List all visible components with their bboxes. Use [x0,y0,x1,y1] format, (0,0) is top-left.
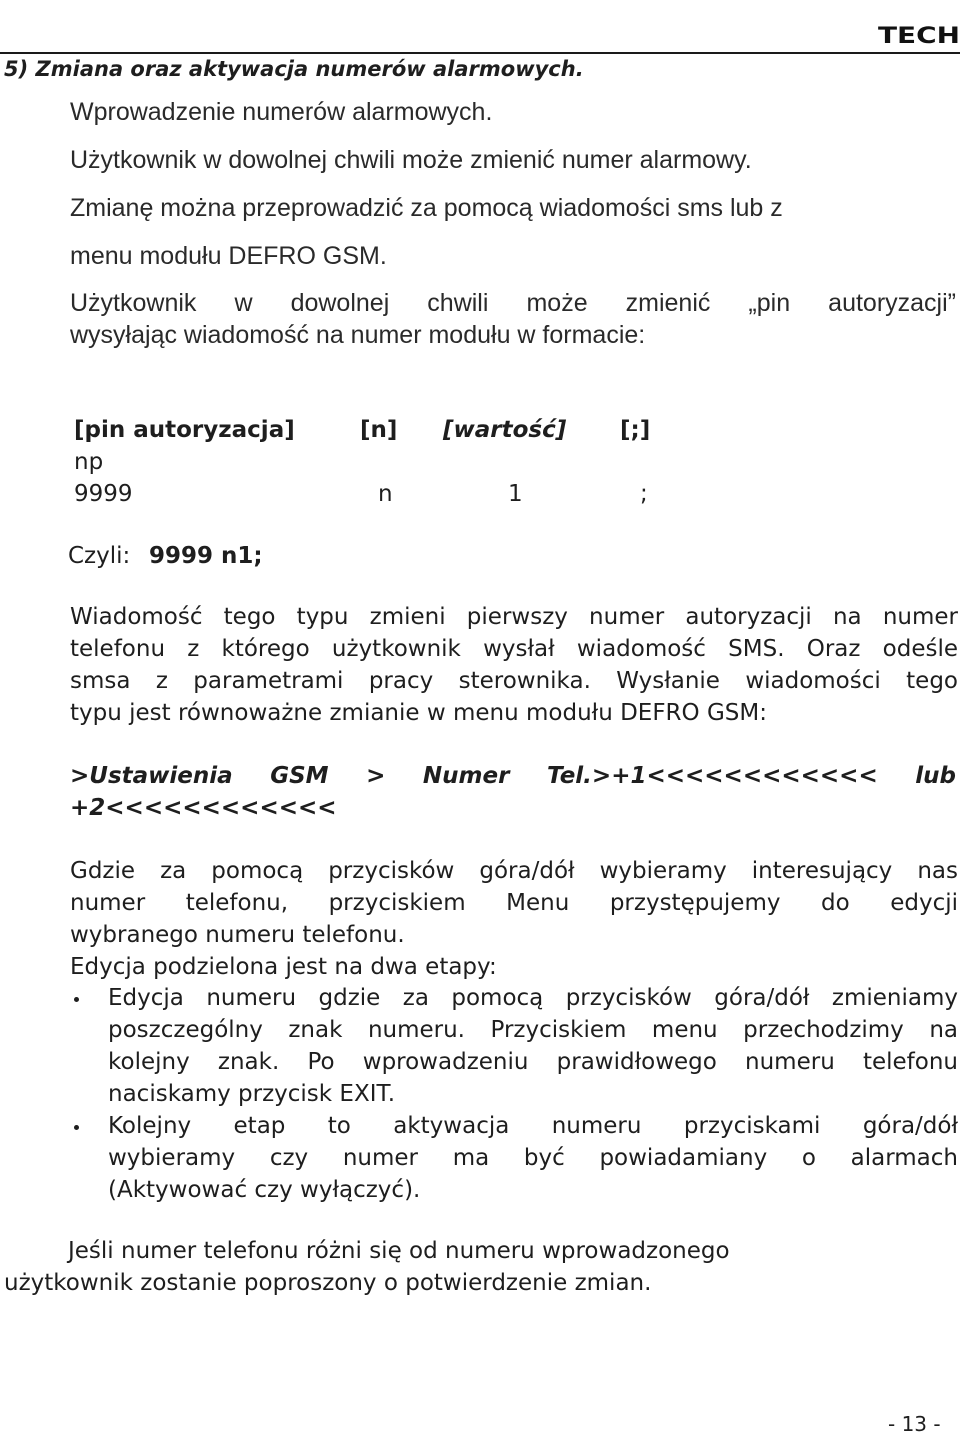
menu-path-line-2: +2<<<<<<<<<<<< [70,795,337,821]
example-label: np [74,449,104,475]
intro-line-1: Użytkownik w dowolnej chwili może zmienić numer alarmowy. [70,146,752,174]
desc-line-2: telefonu z którego użytkownik wysłał wiadomość SMS. Oraz odeśle [70,636,958,662]
bullet-2-line-2: wybieramy czy numer ma być powiadamiany o alarmach [108,1145,958,1171]
pin-line-1: Użytkownik w dowolnej chwili może zmienić „pin autoryzacji” [70,289,956,317]
menu-path-line-1: >Ustawienia GSM > Numer Tel.>+1<<<<<<<<<<<< lub [70,763,956,789]
bullet-1-line-2: poszczególny znak numeru. Przyciskiem menu przechodzimy na [108,1017,958,1043]
format-pin: [pin autoryzacja] [74,417,295,443]
section-title: 5) Zmiana oraz aktywacja numerów alarmowych. [4,57,584,81]
instr-line-4: Edycja podzielona jest na dwa etapy: [70,954,497,980]
bullet-1-line-4: naciskamy przycisk EXIT. [108,1081,396,1107]
desc-line-1: Wiadomość tego typu zmieni pierwszy numer autoryzacji na numer [70,604,958,630]
format-n: [n] [360,417,398,443]
bullet-2-line-3: (Aktywować czy wyłączyć). [108,1177,421,1203]
czyli-label: Czyli: [68,543,131,569]
svg-text:TECH: TECH [878,24,960,46]
tech-logo [878,24,960,46]
desc-line-4: typu jest równoważne zmianie w menu modułu DEFRO GSM: [70,700,767,726]
bullet-2-line-1: Kolejny etap to aktywacja numeru przyciskami góra/dół [108,1113,958,1139]
bullet-marker-1 [74,997,79,1002]
example-value: 1 [508,481,523,507]
intro-line-3: menu modułu DEFRO GSM. [70,242,387,270]
closing-line-1: Jeśli numer telefonu różni się od numeru wprowadzonego [68,1238,730,1264]
intro-heading: Wprowadzenie numerów alarmowych. [70,98,493,126]
format-end: [;] [620,417,651,443]
instr-line-3: wybranego numeru telefonu. [70,922,405,948]
desc-line-3: smsa z parametrami pracy sterownika. Wysłanie wiadomości tego [70,668,958,694]
bullet-1-line-1: Edycja numeru gdzie za pomocą przycisków góra/dół zmieniamy [108,985,958,1011]
intro-line-2: Zmianę można przeprowadzić za pomocą wiadomości sms lub z [70,194,783,222]
bullet-1-line-3: kolejny znak. Po wprowadzeniu prawidłowego numeru telefonu [108,1049,958,1075]
format-value: [wartość] [443,417,567,443]
instr-line-2: numer telefonu, przyciskiem Menu przystępujemy do edycji [70,890,958,916]
bullet-marker-2 [74,1125,79,1130]
pin-line-2: wysyłając wiadomość na numer modułu w formacie: [70,321,646,349]
instr-line-1: Gdzie za pomocą przycisków góra/dół wybieramy interesujący nas [70,858,958,884]
closing-line-2: użytkownik zostanie poproszony o potwierdzenie zmian. [4,1270,652,1296]
header-rule [0,52,960,54]
example-pin: 9999 [74,481,133,507]
page-number: - 13 - [888,1412,941,1436]
example-n: n [378,481,393,507]
example-end: ; [640,481,648,507]
czyli-value: 9999 n1; [149,543,263,569]
